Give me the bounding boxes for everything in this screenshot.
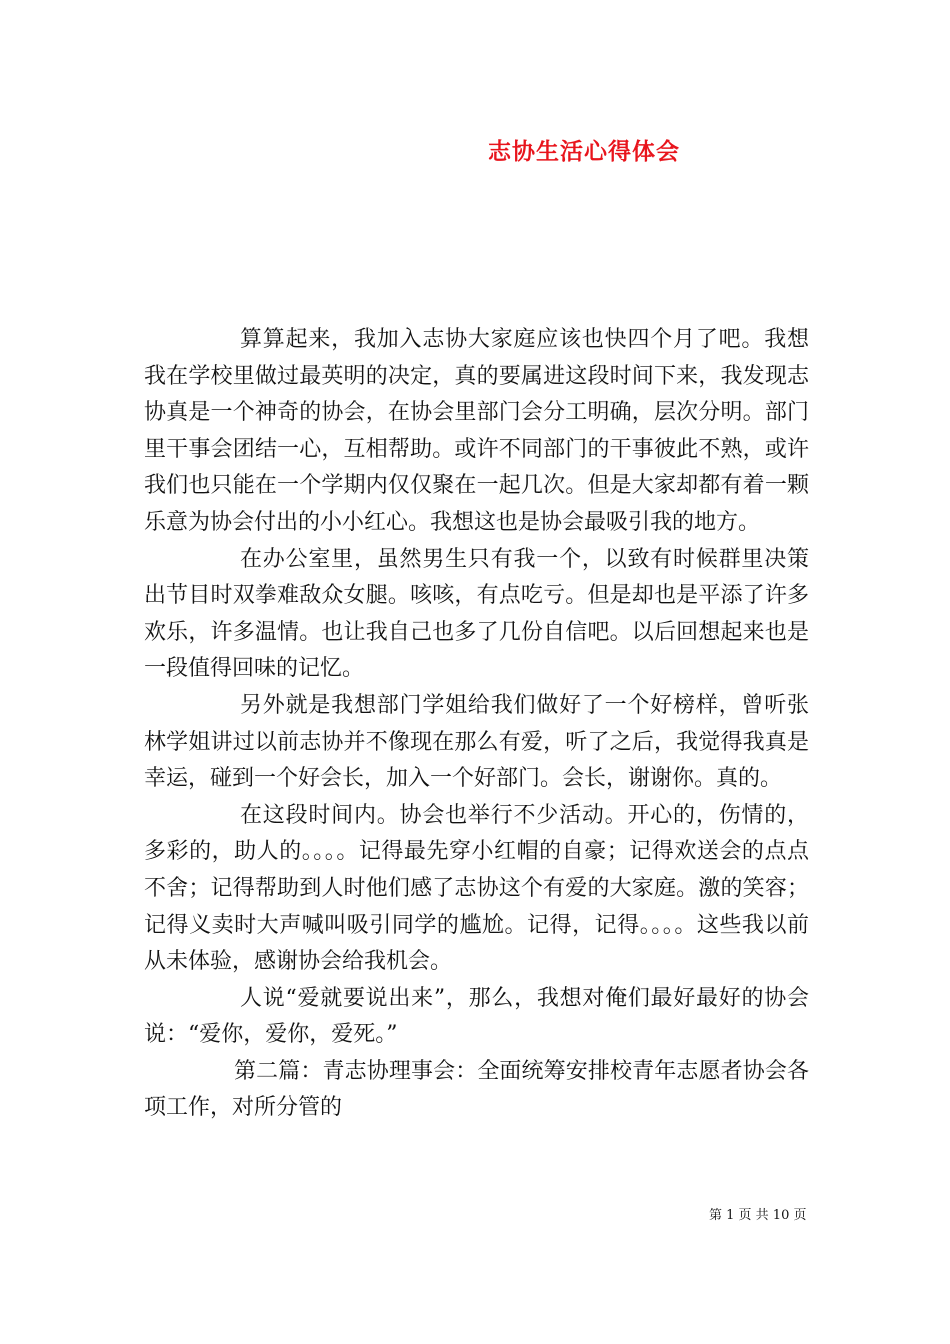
document-title: 志协生活心得体会 xyxy=(488,138,680,165)
paragraph: 算算起来，我加入志协大家庭应该也快四个月了吧。我想我在学校里做过最英明的决定，真的要属进这段时间下来，我发现志协真是一个神奇的协会，在协会里部门会分工明确，层次分明。部门里干事会团结一心，互相帮助。或许不同部门的干事彼此不熟，或许我们也只能在一个学期内仅仅聚在一起几次。但是大家却都有着一颗乐意为协会付出的小小红心。我想这也是协会最吸引我的地方。 xyxy=(144,327,809,535)
paragraph: 在办公室里，虽然男生只有我一个，以致有时候群里决策出节目时双拳难敌众女腿。咳咳，有点吃亏。但是却也是平添了许多欢乐，许多温情。也让我自己也多了几份自信吧。以后回想起来也是一段值得回味的记忆。 xyxy=(144,546,809,682)
paragraph: 第二篇：青志协理事会：全面统筹安排校青年志愿者协会各项工作，对所分管的 xyxy=(144,1058,809,1121)
paragraph: 在这段时间内。协会也举行不少活动。开心的，伤情的，多彩的，助人的。。。。记得最先穿小红帽的自豪；记得欢送会的点点不舍；记得帮助到人时他们感了志协这个有爱的大家庭。激的笑容；记得义卖时大声喊叫吸引同学的尴尬。记得，记得。。。。这些我以前从未体验，感谢协会给我机会。 xyxy=(144,802,809,975)
document-body xyxy=(144,322,809,1127)
paragraph: 人说“爱就要说出来”，那么，我想对俺们最好最好的协会说：“爱你，爱你，爱死。” xyxy=(144,985,809,1048)
page-number: 第 1 页 共 10 页 xyxy=(709,1208,807,1223)
paragraph: 另外就是我想部门学姐给我们做好了一个好榜样，曾听张林学姐讲过以前志协并不像现在那么有爱，听了之后，我觉得我真是幸运，碰到一个好会长，加入一个好部门。会长，谢谢你。真的。 xyxy=(144,692,809,792)
